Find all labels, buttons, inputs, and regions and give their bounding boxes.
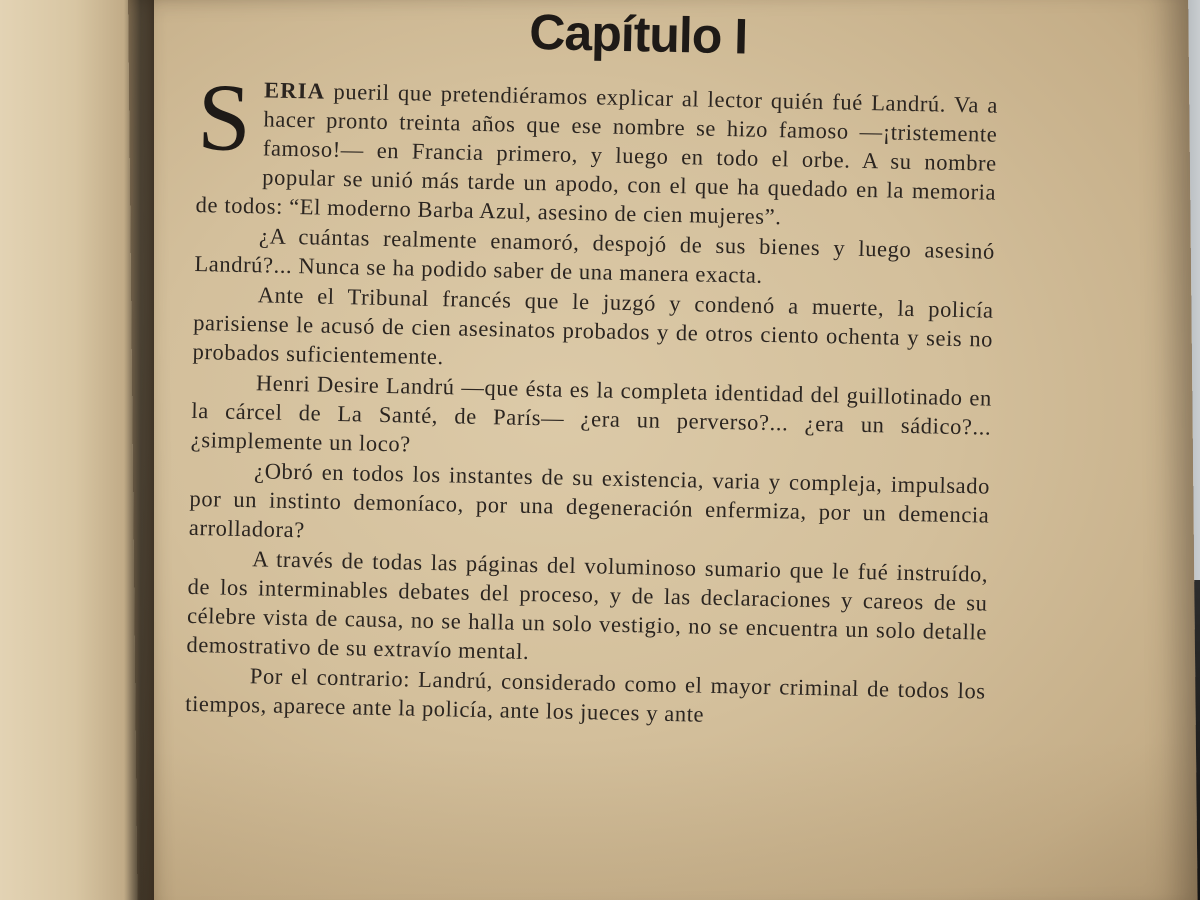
chapter-body: [185, 62, 999, 736]
paragraph-3: Ante el Tribunal francés que le juzgó y condenó a muerte, la policía parisiense le acusó de cien asesinatos probados y de otros ciento ochenta y seis no probados suficientemente.: [192, 282, 994, 370]
book-gutter: [124, 0, 154, 900]
paragraph-4: Henri Desire Landrú —que ésta es la completa identidad del guillotinado en la cárcel de La Santé, de París— ¿era un perverso?... ¿era un sádico?... ¿simplemente un loco?: [190, 370, 993, 457]
drop-cap: S: [196, 62, 253, 172]
chapter-title: Capítulo I: [528, 3, 748, 65]
lead-word: ERIA: [263, 77, 326, 104]
paragraph-7: Por el contrario: Landrú, considerado como el mayor criminal de todos los tiempos, aparece ante la policía, ante los jueces y ante: [185, 663, 986, 727]
paragraph-5: ¿Obró en todos los instantes de su existencia, varia y compleja, impulsado por un instinto demoníaco, por una degeneración enfermiza, por un demencia arrolladora?: [188, 458, 991, 543]
paragraph-1-text: pueril que pretendiéramos explicar al lector quién fué Landrú. Va a hacer pronto treinta años que ese nombre se hizo famoso —¡tristemente famoso!— en Francia primero, y luego en todo el orbe. A su nombre popular se unió más tarde un apodo, con el que ha quedado en la memoria de todos: “El moderno Barba Azul, asesino de cien mujeres”.: [195, 78, 999, 230]
paragraph-6: A través de todas las páginas del voluminoso sumario que le fué instruído, de los interminables debates del proceso, y de las declaraciones y careos de su célebre vista de causa, no se halla un solo vestigio, no se encuentra un solo detalle demostrativo de su extravío mental.: [186, 546, 989, 665]
paragraph-2: ¿A cuántas realmente enamoró, despojó de sus bienes y luego asesinó Landrú?... Nunca se ha podido saber de una manera exacta.: [194, 223, 996, 288]
page-content: [181, 0, 1030, 900]
paragraph-1: [195, 62, 999, 236]
